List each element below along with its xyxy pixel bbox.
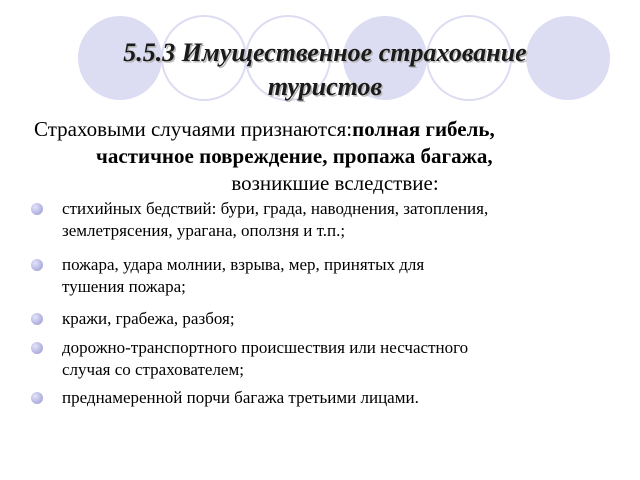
intro-bold-text: полная гибель,	[352, 117, 495, 141]
bullet-icon	[31, 259, 43, 271]
intro-line3: возникшие вследствие:	[231, 171, 439, 195]
list-item-text	[62, 308, 632, 330]
list-item-text	[62, 337, 632, 381]
list-item-line: преднамеренной порчи багажа третьими лицами.	[62, 388, 419, 407]
intro-text: Страховыми случаями признаются:	[34, 117, 353, 141]
list-item-line: дорожно-транспортного происшествия или несчастного	[62, 338, 469, 357]
list-item-line: пожара, удара молнии, взрыва, мер, принятых для	[62, 255, 425, 274]
intro-line1	[34, 116, 634, 143]
slide-title-line2: туристов	[267, 72, 383, 101]
bullet-icon	[31, 203, 43, 215]
intro-line2: частичное повреждение, пропажа багажа,	[96, 144, 493, 168]
intro-paragraph	[34, 116, 634, 197]
list-item-text	[62, 387, 632, 409]
bullet-icon	[31, 392, 43, 404]
slide-title-line1: 5.5.3 Имущественное страхование	[123, 38, 527, 67]
bullet-icon	[31, 342, 43, 354]
bullet-icon	[31, 313, 43, 325]
list-item-line: землетрясения, урагана, оползня и т.п.;	[62, 221, 346, 240]
list-item-text	[62, 254, 632, 298]
list-item-line: тушения пожара;	[62, 277, 186, 296]
list-item-line: стихийных бедствий: бури, града, наводнения, затопления,	[62, 199, 489, 218]
list-item-line: кражи, грабежа, разбоя;	[62, 309, 235, 328]
list-item-line: случая со страхователем;	[62, 360, 244, 379]
list-item-text	[62, 198, 632, 242]
slide-title	[0, 36, 640, 104]
